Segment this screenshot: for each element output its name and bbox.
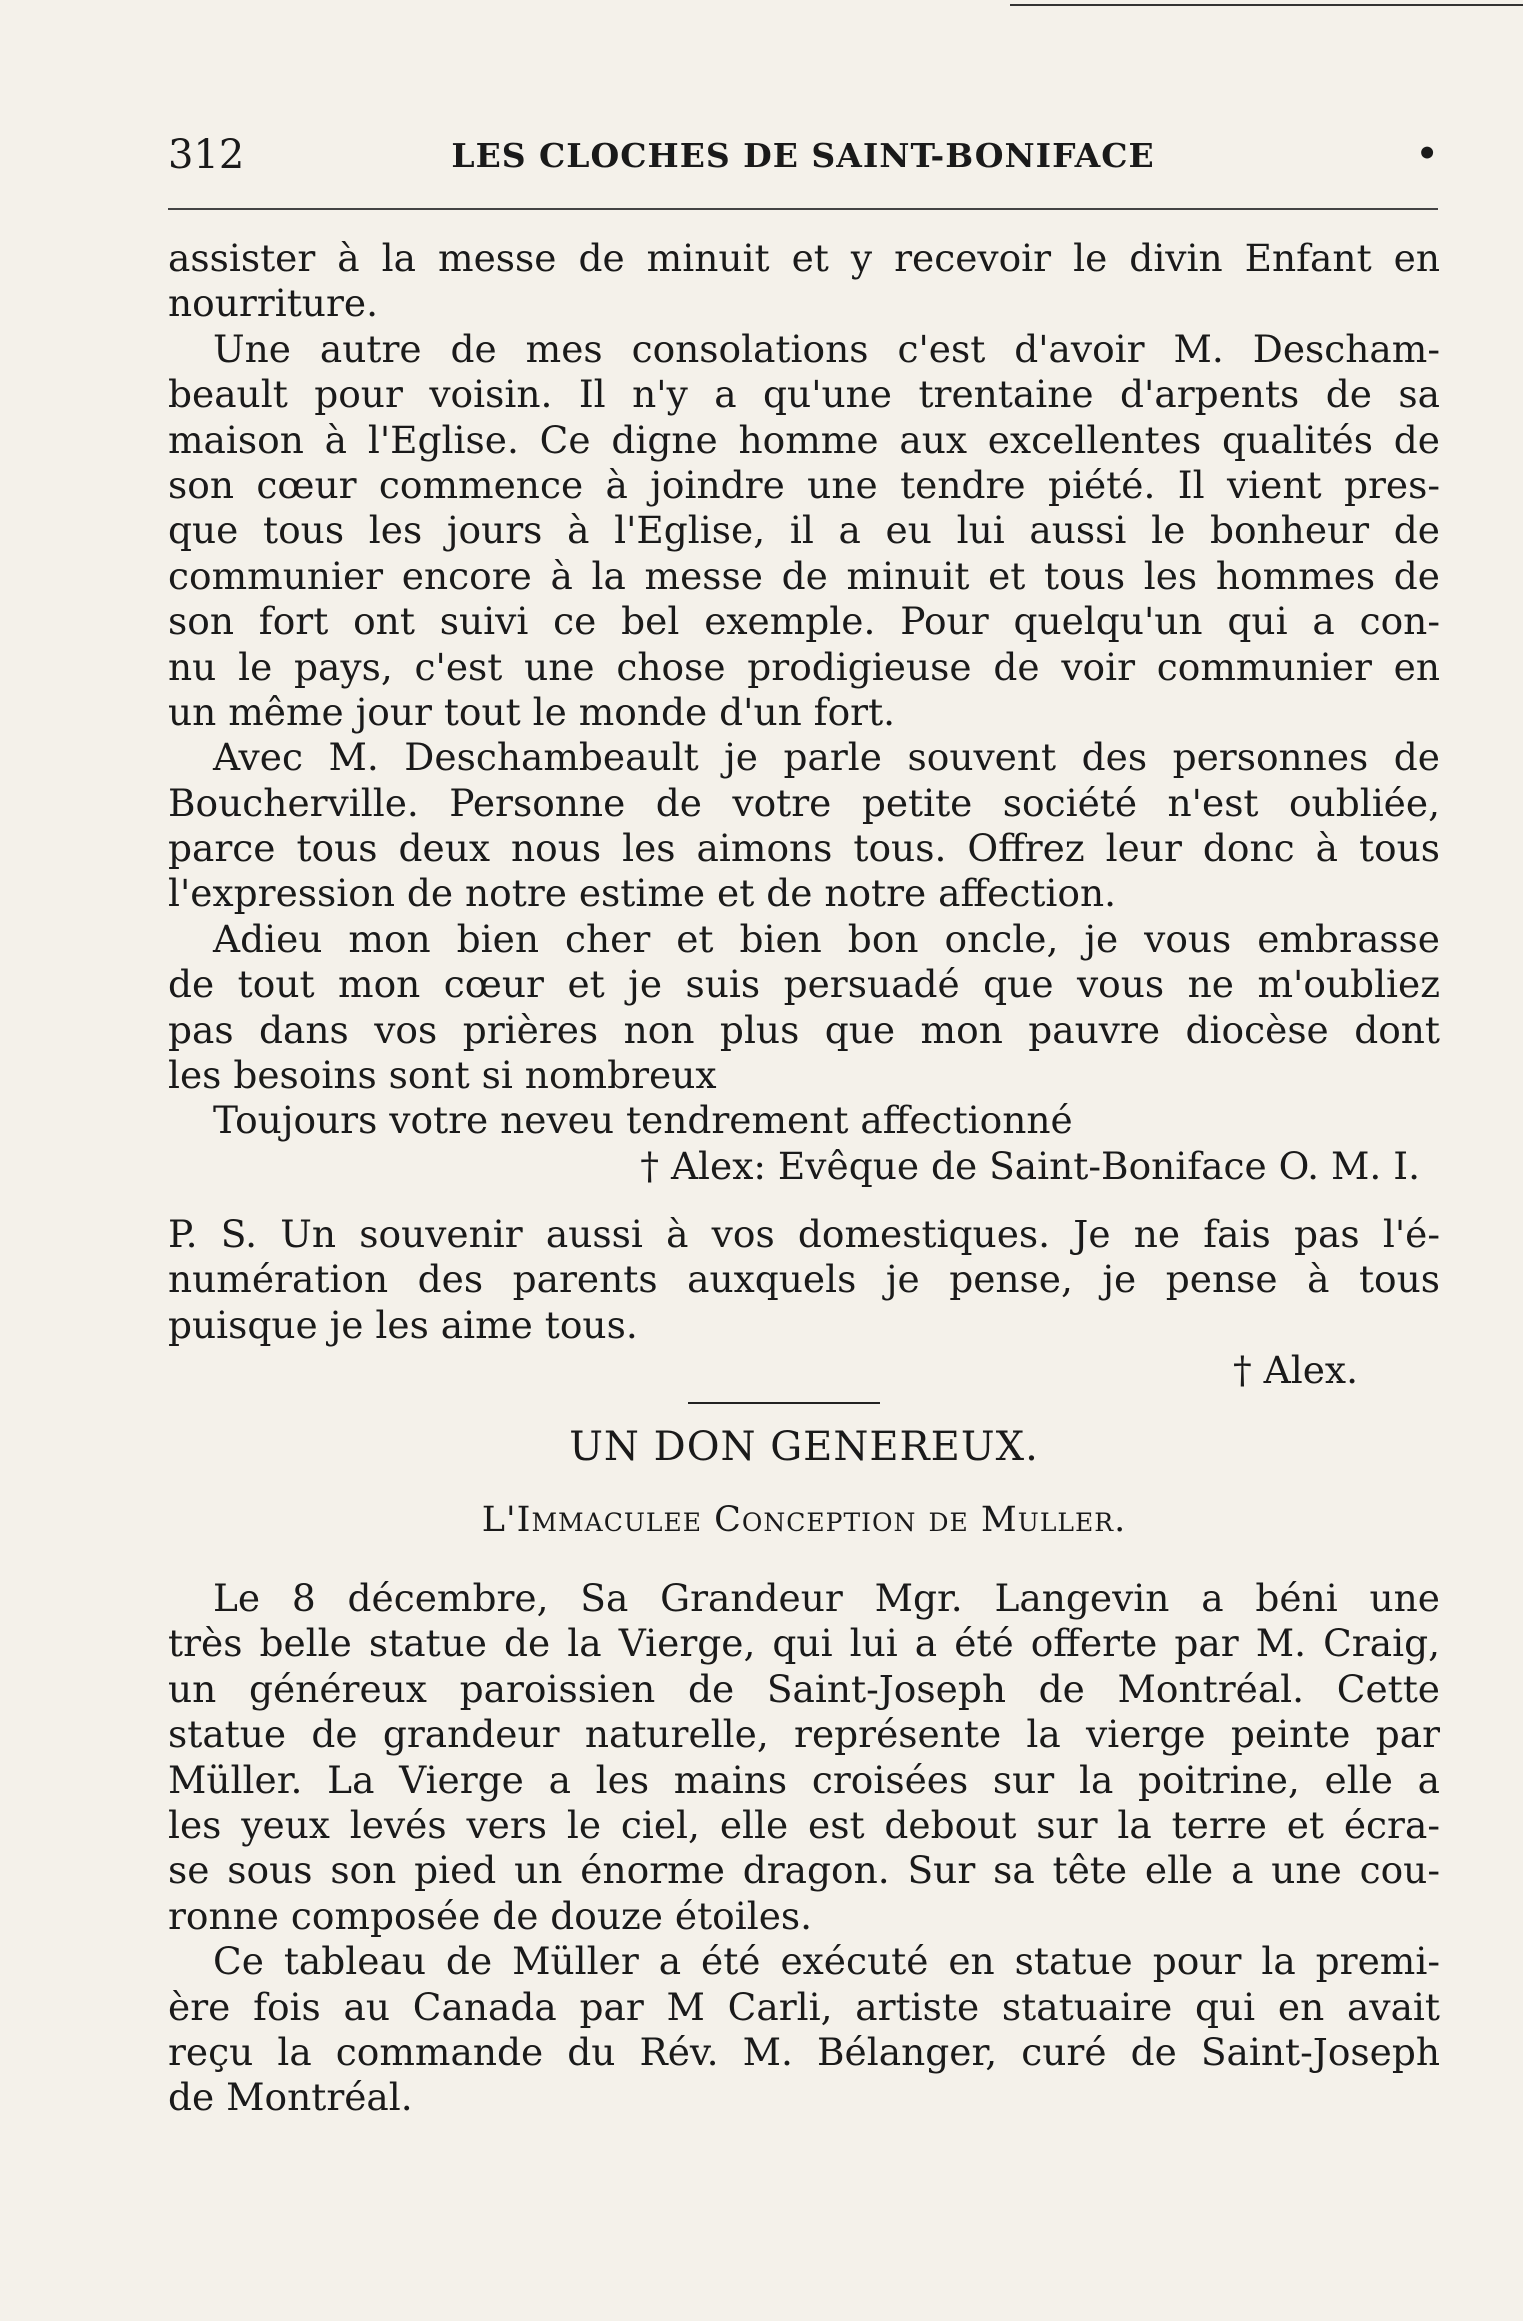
text-line: beault pour voisin. Il n'y a qu'une trentaine d'arpents de sa (168, 372, 1440, 417)
letter-signature: † Alex: Evêque de Saint-Boniface O. M. I. (640, 1143, 1420, 1188)
text-line: Avec M. Deschambeault je parle souvent des personnes de (213, 735, 1440, 780)
text-line: Boucherville. Personne de votre petite société n'est oubliée, (168, 780, 1440, 825)
text-line: son cœur commence à joindre une tendre piété. Il vient pres- (168, 462, 1440, 507)
header-rule (168, 208, 1438, 210)
text-line: Müller. La Vierge a les mains croisées sur la poitrine, elle a (168, 1757, 1440, 1802)
postscript (168, 1212, 1440, 1394)
text-line: les yeux levés vers le ciel, elle est debout sur la terre et écra- (168, 1802, 1440, 1847)
section-subtitle: L'Immaculee Conception de Muller. (481, 1500, 1127, 1540)
text-line: très belle statue de la Vierge, qui lui a été offerte par M. Craig, (168, 1621, 1440, 1666)
letter-body (168, 236, 1440, 1189)
text-line: statue de grandeur naturelle, représente la vierge peinte par (168, 1712, 1440, 1757)
text-line: se sous son pied un énorme dragon. Sur sa tête elle a une cou- (168, 1848, 1440, 1893)
page-header (168, 132, 1438, 182)
text-line: nu le pays, c'est une chose prodigieuse de voir communier en (168, 644, 1440, 689)
text-line: pas dans vos prières non plus que mon pauvre diocèse dont (168, 1007, 1440, 1052)
text-line: de tout mon cœur et je suis persuadé que vous ne m'oubliez (168, 962, 1440, 1007)
top-edge-rule (1010, 4, 1523, 6)
text-line: Toujours votre neveu tendrement affectionné (213, 1098, 1073, 1143)
text-line: communier encore à la messe de minuit et tous les hommes de (168, 553, 1440, 598)
text-line: de Montréal. (168, 2075, 413, 2120)
text-line: Adieu mon bien cher et bien bon oncle, je vous embrasse (213, 916, 1440, 961)
text-line: maison à l'Eglise. Ce digne homme aux excellentes qualités de (168, 417, 1440, 462)
text-line: reçu la commande du Rév. M. Bélanger, curé de Saint-Joseph (168, 2029, 1440, 2074)
text-line: Ce tableau de Müller a été exécuté en statue pour la premi- (213, 1939, 1440, 1984)
text-line: ronne composée de douze étoiles. (168, 1893, 813, 1938)
running-title: LES CLOCHES DE SAINT-BONIFACE (451, 136, 1155, 175)
header-mark: • (1416, 134, 1438, 174)
page-number: 312 (168, 132, 245, 178)
text-line: nourriture. (168, 281, 378, 326)
text-line: P. S. Un souvenir aussi à vos domestiques. Je ne fais pas l'é- (168, 1212, 1440, 1256)
section-title: UN DON GENEREUX. (569, 1424, 1039, 1470)
text-line: son fort ont suivi ce bel exemple. Pour quelqu'un qui a con- (168, 599, 1440, 644)
section-separator (688, 1402, 880, 1404)
text-line: les besoins sont si nombreux (168, 1053, 717, 1098)
text-line: Une autre de mes consolations c'est d'avoir M. Descham- (213, 326, 1440, 371)
text-line: l'expression de notre estime et de notre affection. (168, 871, 1117, 916)
text-line: un généreux paroissien de Saint-Joseph de Montréal. Cette (168, 1666, 1440, 1711)
text-line: ère fois au Canada par M Carli, artiste statuaire qui en avait (168, 1984, 1440, 2029)
text-line: puisque je les aime tous. (168, 1302, 638, 1347)
text-line: un même jour tout le monde d'un fort. (168, 689, 896, 734)
postscript-signature: † Alex. (1232, 1348, 1358, 1393)
article-body (168, 1576, 1440, 2121)
text-line: Le 8 décembre, Sa Grandeur Mgr. Langevin a béni une (213, 1576, 1440, 1620)
text-line: numération des parents auxquels je pense, je pense à tous (168, 1257, 1440, 1302)
text-line: assister à la messe de minuit et y recevoir le divin Enfant en (168, 236, 1440, 280)
text-line: que tous les jours à l'Eglise, il a eu lui aussi le bonheur de (168, 508, 1440, 553)
text-line: parce tous deux nous les aimons tous. Offrez leur donc à tous (168, 826, 1440, 871)
